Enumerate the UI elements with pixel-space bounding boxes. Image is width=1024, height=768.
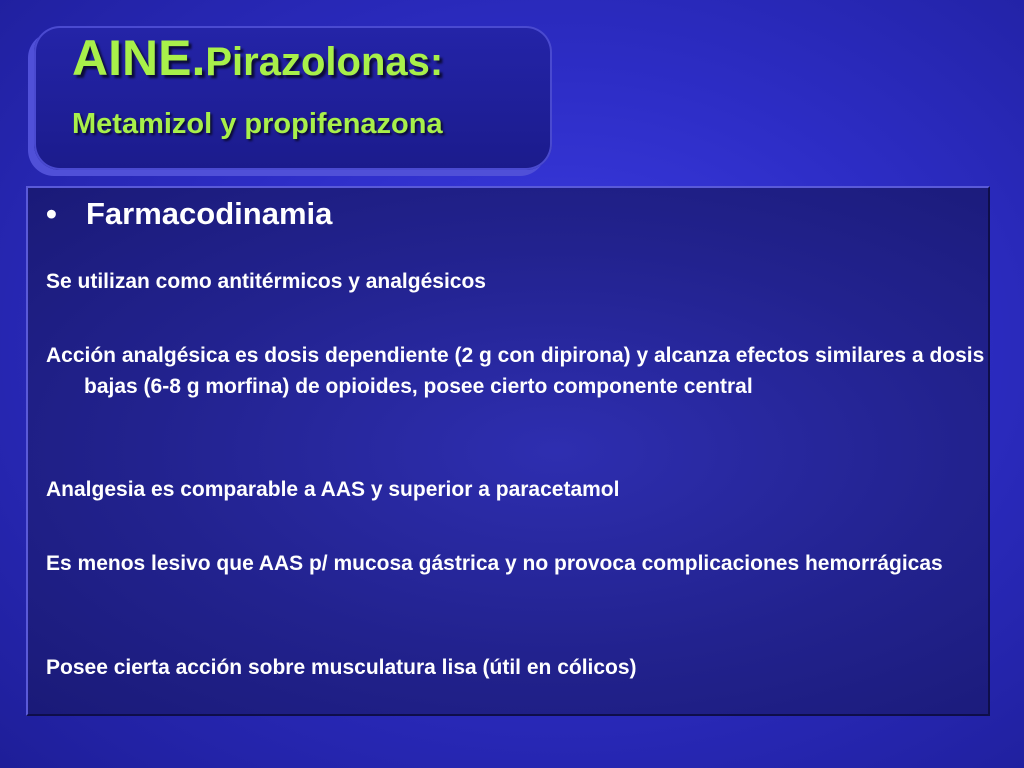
title-main-text: AINE. (72, 30, 206, 86)
section-heading-text: Farmacodinamia (86, 196, 333, 231)
slide-title (72, 28, 443, 92)
paragraph-3: Analgesia es comparable a AAS y superior a paracetamol (46, 478, 620, 501)
title-main-rest: Pirazolonas: (205, 40, 444, 84)
paragraph-4: Es menos lesivo que AAS p/ mucosa gástrica y no provoca complicaciones hemorrágicas (46, 552, 943, 575)
section-heading (46, 194, 332, 234)
paragraph-2: Acción analgésica es dosis dependiente (2 g con dipirona) y alcanza efectos similares a dosis bajas (6-8 g morfina) de opioides, posee cierto componente central (46, 344, 985, 398)
bullet-icon: • (46, 196, 57, 231)
paragraph-1: Se utilizan como antitérmicos y analgésicos (46, 270, 486, 293)
paragraph-5: Posee cierta acción sobre musculatura lisa (útil en cólicos) (46, 656, 637, 679)
slide-subtitle: Metamizol y propifenazona (72, 108, 443, 140)
